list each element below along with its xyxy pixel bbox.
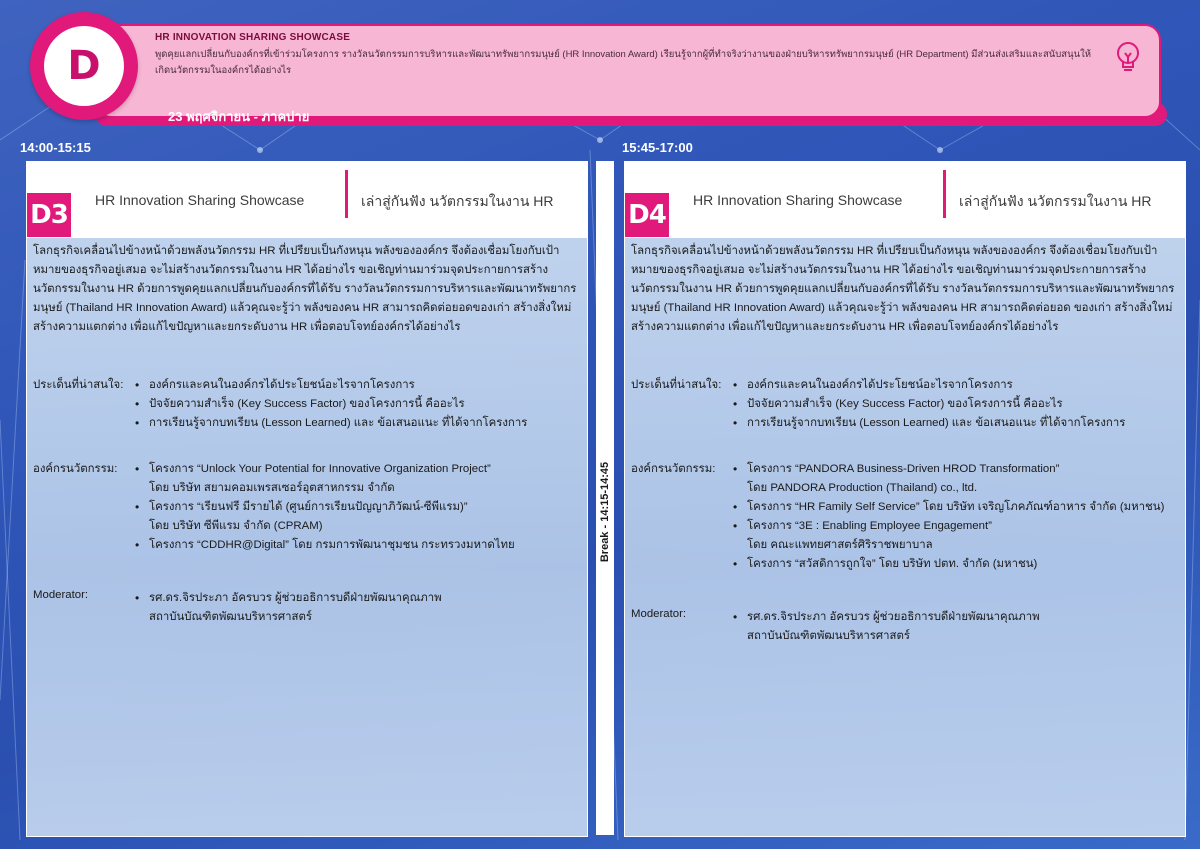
track-badge	[30, 12, 138, 120]
track-letter: D	[67, 43, 101, 89]
break-label: Break - 14:15-14:45	[599, 461, 611, 563]
moderator-list	[733, 608, 1178, 646]
moderator-label: Moderator:	[33, 589, 89, 601]
interest-label: ประเด็นที่น่าสนใจ:	[33, 379, 124, 391]
list-item: • โครงการ “HR Family Self Service” โดย บริษัท เจริญโภคภัณฑ์อาหาร จำกัด (มหาชน)	[733, 498, 1178, 517]
session-title-en: HR Innovation Sharing Showcase	[95, 192, 305, 208]
session-header	[625, 162, 1185, 238]
list-item: • การเรียนรู้จากบทเรียน (Lesson Learned) และ ข้อเสนอแนะ ที่ได้จากโครงการ	[135, 414, 580, 433]
list-item: • ปัจจัยความสำเร็จ (Key Success Factor) ของโครงการนี้ คืออะไร	[135, 395, 580, 414]
moderator-list	[135, 589, 580, 627]
list-item: • ปัจจัยความสำเร็จ (Key Success Factor) ของโครงการนี้ คืออะไร	[733, 395, 1178, 414]
list-item: • การเรียนรู้จากบทเรียน (Lesson Learned) และ ข้อเสนอแนะ ที่ได้จากโครงการ	[733, 414, 1178, 433]
title-divider	[943, 170, 946, 218]
organization-label: องค์กรนวัตกรรม:	[631, 463, 716, 475]
event-date: 23 พฤศจิกายน - ภาคบ่าย	[168, 109, 310, 124]
track-description: พูดคุยแลกเปลี่ยนกับองค์กรที่เข้าร่วมโครงการ รางวัลนวัตกรรมการบริหารและพัฒนาทรัพยากรมนุษย์ (HR Innovation Award) เรียนรู้จากผู้ที่ทำจริงว่างานของฝ่ายบริหารทรัพยากรมนุษย์ (HR Department) มีส่วนส่งเสริมและสนับสนุนให้เกิดนวัตกรรมในองค์กรได้อย่างไร	[155, 49, 1091, 76]
organization-list	[135, 460, 580, 555]
title-divider	[345, 170, 348, 218]
list-item: • โครงการ “3E : Enabling Employee Engagement” โดย คณะแพทยศาสตร์ศิริราชพยาบาล	[733, 517, 1178, 555]
interest-list	[733, 376, 1178, 433]
list-item: • โครงการ “สวัสดิการถูกใจ” โดย บริษัท ปตท. จำกัด (มหาชน)	[733, 555, 1178, 574]
session-intro: โลกธุรกิจเคลื่อนไปข้างหน้าด้วยพลังนวัตกรรม HR ที่เปรียบเป็นกังหนุน พลังขององค์กร จึงต้องเชื่อมโยงกับเป้าหมายของธุรกิจอยู่เสมอ จะไม่สร้างนวัตกรรมในงาน HR ได้อย่างไร ขอเชิญท่านมาร่วมจุดประกายการสร้างนวัตกรรมในงาน HR ด้วยการพูดคุยแลกเปลี่ยนกับองค์กรที่ได้รับ รางวัลนวัตกรรมการบริหารและพัฒนาทรัพยากรมนุษย์ (Thailand HR Innovation Award) แล้วคุณจะรู้ว่า พลังของคน HR สามารถคิดต่อยอดของเก่า สร้างสิ่งใหม่ สร้างความแตกต่าง เพื่อแก้ไขปัญหาและยกระดับงาน HR เพื่อตอบโจทย์องค์กรได้อย่างไร	[33, 245, 577, 333]
list-item: • องค์กรและคนในองค์กรได้ประโยชน์อะไรจากโครงการ	[135, 376, 580, 395]
session-panel-d3	[26, 161, 588, 837]
session-title-th: เล่าสู่กันฟัง นวัตกรรมในงาน HR	[959, 193, 1152, 209]
session-header	[27, 162, 587, 238]
session-time-d4: 15:45-17:00	[622, 140, 693, 155]
list-item: • องค์กรและคนในองค์กรได้ประโยชน์อะไรจากโครงการ	[733, 376, 1178, 395]
session-panel-d4	[624, 161, 1186, 837]
lightbulb-icon	[1108, 36, 1148, 76]
session-code: D4	[625, 193, 669, 237]
list-item: • โครงการ “CDDHR@Digital” โดย กรมการพัฒนาชุมชน กระทรวงมหาดไทย	[135, 536, 580, 555]
session-title-en: HR Innovation Sharing Showcase	[693, 192, 903, 208]
list-item: • โครงการ “Unlock Your Potential for Innovative Organization Project” โดย บริษัท สยามคอมเพรสเซอร์อุตสาหกรรม จำกัด	[135, 460, 580, 498]
list-item: • โครงการ “PANDORA Business-Driven HROD Transformation” โดย PANDORA Production (Thailand) co., ltd.	[733, 460, 1178, 498]
moderator-label: Moderator:	[631, 608, 687, 620]
organization-label: องค์กรนวัตกรรม:	[33, 463, 118, 475]
interest-list	[135, 376, 580, 433]
session-code: D3	[27, 193, 71, 237]
list-item: • รศ.ดร.จิรประภา อัครบวร ผู้ช่วยอธิการบดีฝ่ายพัฒนาคุณภาพ สถาบันบัณฑิตพัฒนบริหารศาสตร์	[733, 608, 1178, 646]
organization-list	[733, 460, 1178, 574]
list-item: • โครงการ “เรียนฟรี มีรายได้ (ศูนย์การเรียนปัญญาภิวัฒน์-ซีพีแรม)” โดย บริษัท ซีพีแรม จำกัด (CPRAM)	[135, 498, 580, 536]
session-intro: โลกธุรกิจเคลื่อนไปข้างหน้าด้วยพลังนวัตกรรม HR ที่เปรียบเป็นกังหนุน พลังขององค์กร จึงต้องเชื่อมโยงกับเป้าหมายของธุรกิจอยู่เสมอ จะไม่สร้างนวัตกรรมในงาน HR ได้อย่างไร ขอเชิญท่านมาร่วมจุดประกายการสร้างนวัตกรรมในงาน HR ด้วยการพูดคุยแลกเปลี่ยนกับองค์กรที่ได้รับ รางวัลนวัตกรรมการบริหารและพัฒนาทรัพยากรมนุษย์ (Thailand HR Innovation Award) แล้วคุณจะรู้ว่า พลังของคน HR สามารถคิดต่อยอด ของเก่า สร้างสิ่งใหม่ สร้างความแตกต่าง เพื่อแก้ไขปัญหาและยกระดับงาน HR เพื่อตอบโจทย์องค์กรได้อย่างไร	[631, 245, 1175, 333]
list-item: • รศ.ดร.จิรประภา อัครบวร ผู้ช่วยอธิการบดีฝ่ายพัฒนาคุณภาพ สถาบันบัณฑิตพัฒนบริหารศาสตร์	[135, 589, 580, 627]
session-time-d3: 14:00-15:15	[20, 140, 91, 155]
interest-label: ประเด็นที่น่าสนใจ:	[631, 379, 722, 391]
session-title-th: เล่าสู่กันฟัง นวัตกรรมในงาน HR	[361, 193, 554, 209]
track-title: HR INNOVATION SHARING SHOWCASE	[155, 32, 351, 43]
